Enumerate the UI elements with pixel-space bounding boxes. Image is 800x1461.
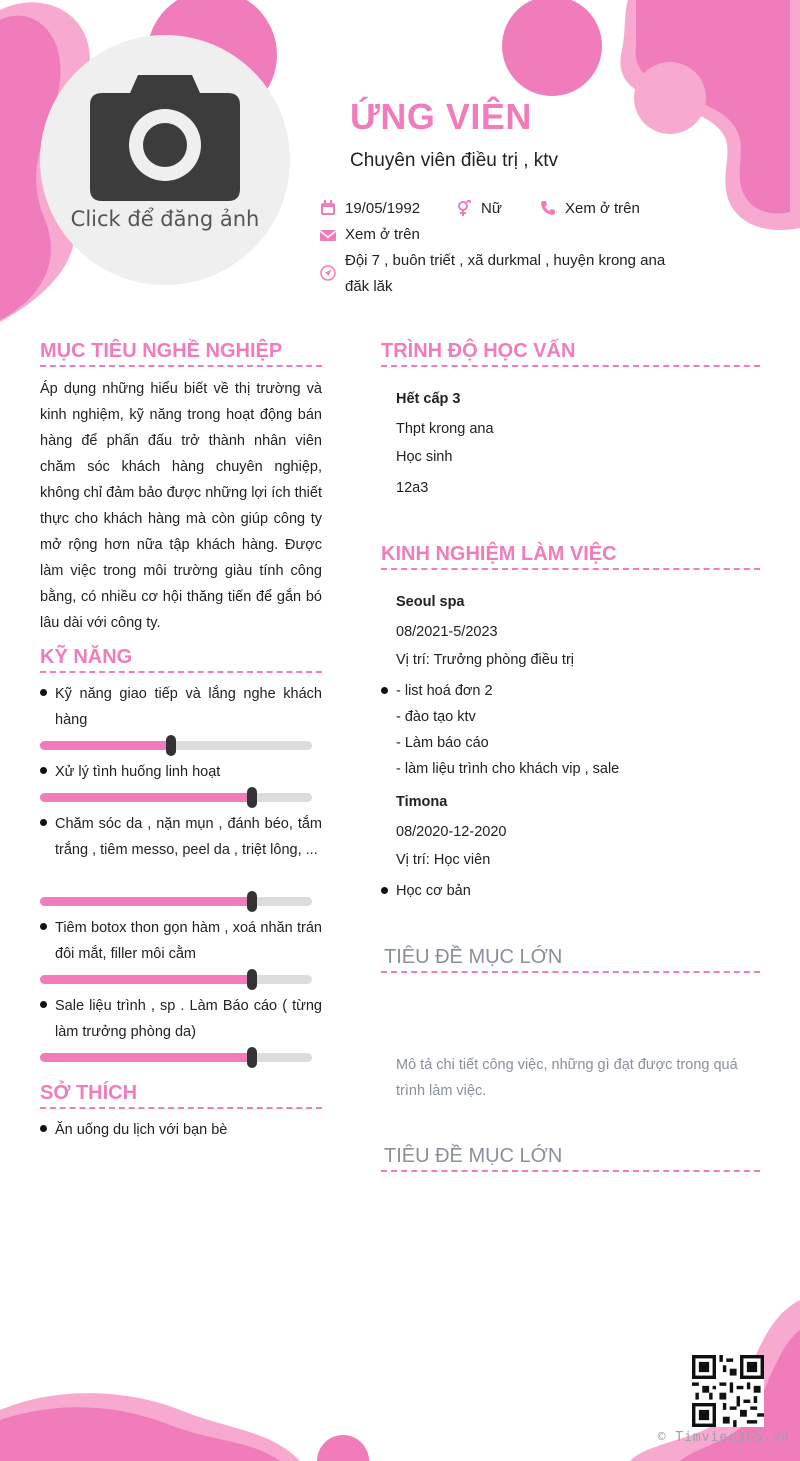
- location-icon: [320, 265, 336, 281]
- skill-name: Xử lý tình huống linh hoạt: [55, 764, 221, 780]
- education-role: Học sinh: [396, 449, 453, 465]
- job-company: Timona: [396, 794, 448, 810]
- job-role: Vị trí: Học viên: [396, 852, 491, 868]
- hobby-bullet: [40, 1125, 47, 1132]
- skill-bar-knob[interactable]: [247, 787, 257, 808]
- extra-section-1-title[interactable]: TIÊU ĐỀ MỤC LỚN: [381, 946, 760, 973]
- skill-bullet: [40, 1001, 47, 1008]
- qr-code: [692, 1355, 764, 1427]
- calendar-icon: [320, 200, 336, 216]
- job-company: Seoul spa: [396, 594, 465, 610]
- skill-bar[interactable]: [40, 793, 312, 802]
- experience-title: KINH NGHIỆM LÀM VIỆC: [381, 543, 760, 570]
- skills-title: KỸ NĂNG: [40, 646, 322, 673]
- email: Xem ở trên: [345, 226, 420, 243]
- skill-name: Sale liệu trình , sp . Làm Báo cáo ( từng làm trưởng phòng da): [55, 998, 322, 1040]
- phone-icon: [540, 200, 556, 216]
- job-task: - list hoá đơn 2: [396, 683, 493, 699]
- phone: Xem ở trên: [565, 200, 640, 217]
- candidate-position: Chuyên viên điều trị , ktv: [350, 150, 559, 171]
- job-task: Học cơ bản: [396, 883, 471, 899]
- education-level: Hết cấp 3: [396, 391, 461, 407]
- education-school: Thpt krong ana: [396, 421, 494, 437]
- skill-bullet: [40, 923, 47, 930]
- skill-bar-fill: [40, 1053, 252, 1062]
- skill-bar[interactable]: [40, 897, 312, 906]
- job-task-bullet: [381, 687, 388, 694]
- skill-bar-fill: [40, 793, 252, 802]
- decor-bottom-left: [0, 1380, 400, 1461]
- hobby-item: Ăn uống du lịch với bạn bè: [55, 1122, 228, 1138]
- job-period: 08/2021-5/2023: [396, 624, 498, 640]
- camera-icon: [90, 71, 240, 201]
- skill-bar[interactable]: [40, 741, 312, 750]
- skill-bullet: [40, 767, 47, 774]
- job-role: Vị trí: Trưởng phòng điều trị: [396, 652, 574, 668]
- candidate-name: ỨNG VIÊN: [350, 96, 532, 137]
- skill-bar-fill: [40, 975, 252, 984]
- skill-bar-fill: [40, 897, 252, 906]
- education-title: TRÌNH ĐỘ HỌC VẤN: [381, 340, 760, 367]
- gender-icon: [456, 200, 472, 216]
- skill-bar-knob[interactable]: [247, 969, 257, 990]
- skill-bar[interactable]: [40, 1053, 312, 1062]
- skill-bar-knob[interactable]: [247, 891, 257, 912]
- job-task: - Làm báo cáo: [396, 735, 489, 751]
- objective-title: MỤC TIÊU NGHỀ NGHIỆP: [40, 340, 322, 367]
- education-detail: 12a3: [396, 480, 429, 496]
- address-line-2: đăk lăk: [345, 278, 393, 295]
- skill-name: Tiêm botox thon gọn hàm , xoá nhăn trán đôi mắt, filler môi cằm: [55, 920, 322, 962]
- skill-name: Kỹ năng giao tiếp và lắng nghe khách hàng: [55, 686, 322, 728]
- job-period: 08/2020-12-2020: [396, 824, 507, 840]
- avatar-upload-label: Click để đăng ảnh: [70, 207, 260, 231]
- watermark: © Timviec365.vn: [657, 1430, 790, 1445]
- extra-section-1-description[interactable]: Mô tả chi tiết công việc, những gì đạt được trong quá trình làm việc.: [396, 1057, 738, 1099]
- skill-bullet: [40, 819, 47, 826]
- job-task-bullet: [381, 887, 388, 894]
- skill-bar[interactable]: [40, 975, 312, 984]
- avatar-upload[interactable]: [40, 35, 290, 285]
- extra-section-2-title[interactable]: TIÊU ĐỀ MỤC LỚN: [381, 1145, 760, 1172]
- birthday: 19/05/1992: [345, 200, 421, 217]
- address-line-1: Đội 7 , buôn triết , xã durkmal , huyện krong ana: [345, 252, 666, 269]
- objective-text: Áp dụng những hiểu biết về thị trường và kinh nghiệm, kỹ năng trong hoạt động bán hàng để phấn đấu trở thành nhân viên chăm sóc khách hàng chuyên nghiệp, không chỉ đảm bảo được những lợi ích thiết thực cho khách hàng mà còn giúp công ty mở rộng hơn nữa tập khách hàng. Được làm việc trong môi trường giàu tính công bằng, có nhiều cơ hội thăng tiến để gắn bó lâu dài với công ty.: [40, 381, 322, 631]
- gender: Nữ: [481, 200, 502, 217]
- job-task: - đào tạo ktv: [396, 709, 476, 725]
- skill-bar-fill: [40, 741, 171, 750]
- skill-bar-knob[interactable]: [166, 735, 176, 756]
- job-task: - làm liệu trình cho khách vip , sale: [396, 761, 620, 777]
- hobbies-title: SỞ THÍCH: [40, 1082, 322, 1109]
- skill-bar-knob[interactable]: [247, 1047, 257, 1068]
- skill-name: Chăm sóc da , nặn mụn , đánh béo, tắm trắng , tiêm messo, peel da , triệt lông, ...: [55, 816, 322, 858]
- skill-bullet: [40, 689, 47, 696]
- mail-icon: [320, 227, 336, 243]
